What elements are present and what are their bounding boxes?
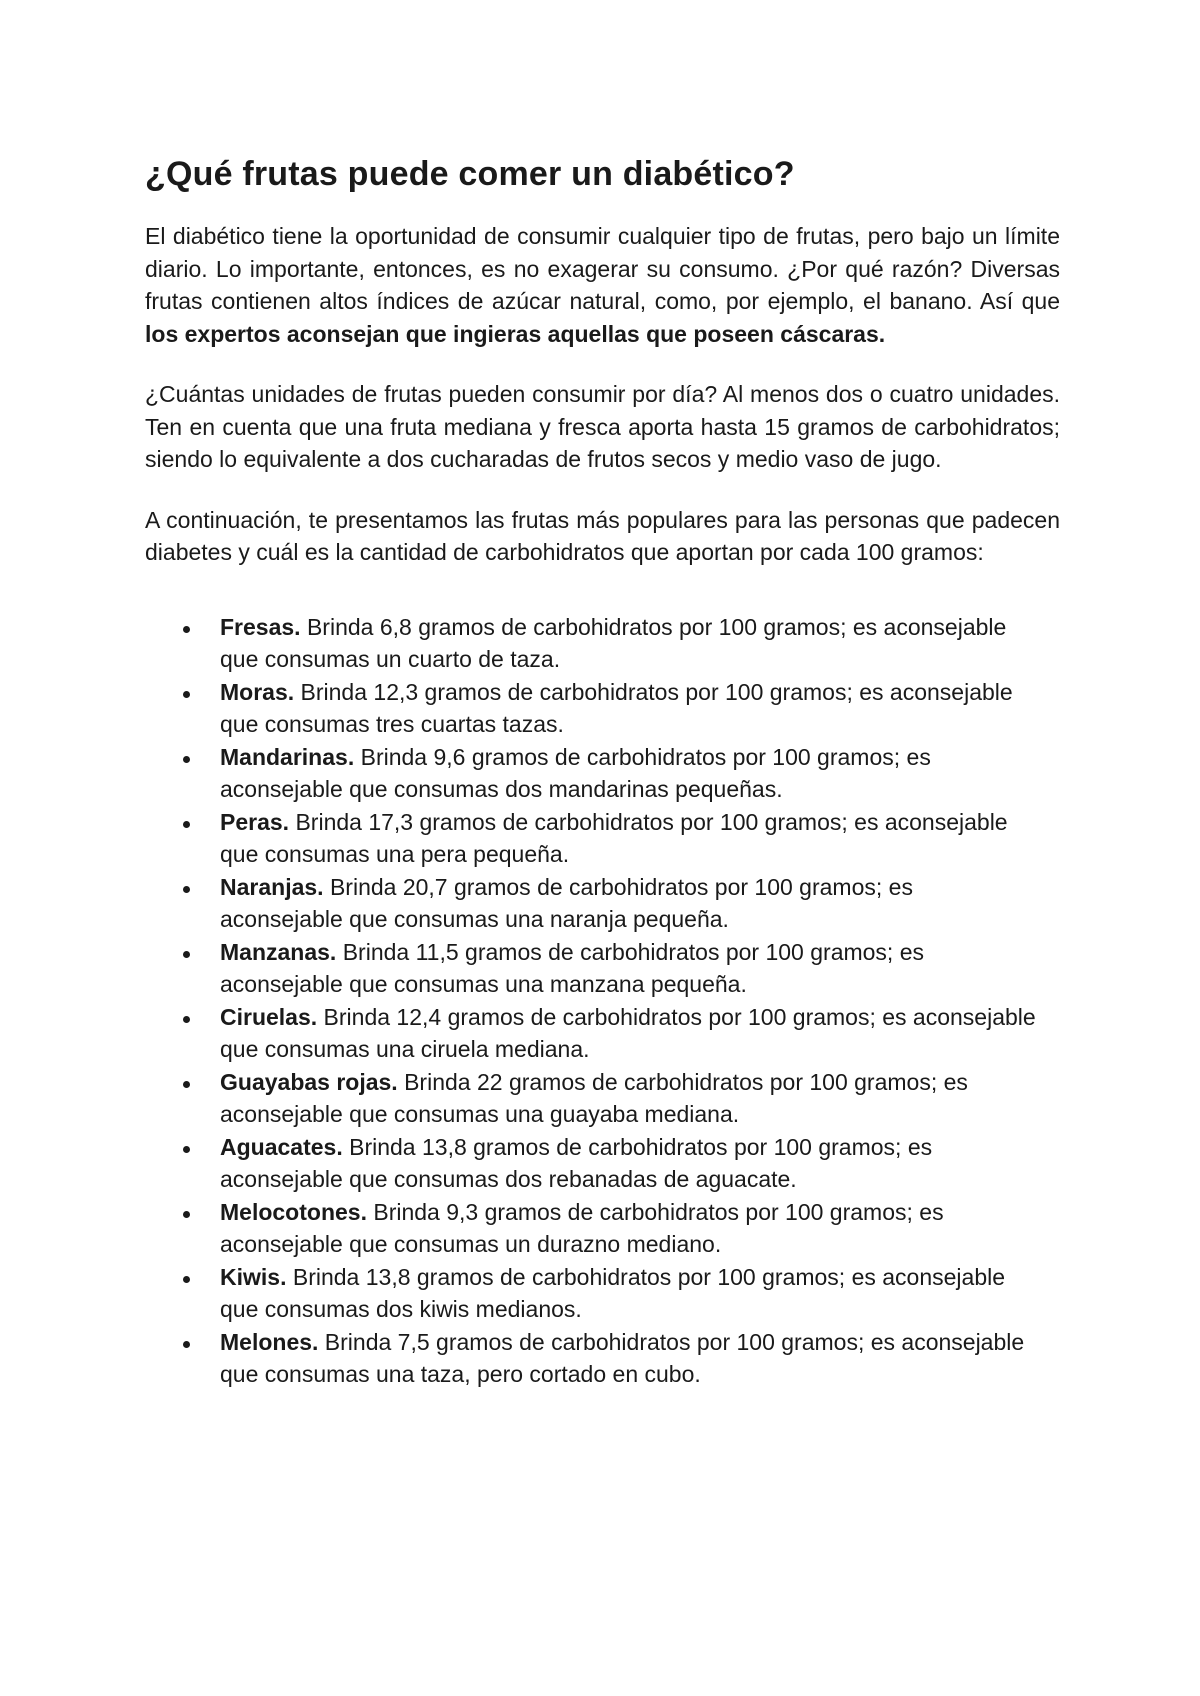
- fruit-description: Brinda 20,7 gramos de carbohidratos por 100 gramos; es aconsejable que consumas una naranja pequeña.: [220, 873, 913, 932]
- units-paragraph: ¿Cuántas unidades de frutas pueden consumir por día? Al menos dos o cuatro unidades. Ten en cuenta que una fruta mediana y fresca aporta hasta 15 gramos de carbohidratos; siendo lo equivalente a dos cucharadas de frutos secos y medio vaso de jugo.: [145, 381, 1060, 472]
- fruit-description: Brinda 12,4 gramos de carbohidratos por 100 gramos; es aconsejable que consumas una ciruela mediana.: [220, 1003, 1036, 1062]
- list-item: [145, 611, 1060, 676]
- list-intro-paragraph: A continuación, te presentamos las frutas más populares para las personas que padecen diabetes y cuál es la cantidad de carbohidratos que aportan por cada 100 gramos:: [145, 506, 1060, 565]
- fruit-description: Brinda 7,5 gramos de carbohidratos por 100 gramos; es aconsejable que consumas una taza, pero cortado en cubo.: [220, 1328, 1025, 1387]
- fruit-name: Moras.: [220, 678, 295, 705]
- page-title: ¿Qué frutas puede comer un diabético?: [145, 155, 795, 193]
- fruit-name: Kiwis.: [220, 1263, 287, 1290]
- fruit-description: Brinda 6,8 gramos de carbohidratos por 100 gramos; es aconsejable que consumas un cuarto de taza.: [220, 613, 1007, 672]
- fruit-name: Mandarinas.: [220, 743, 355, 770]
- bullet-icon: [183, 951, 190, 958]
- list-item: [145, 936, 1060, 1001]
- bullet-icon: [183, 1341, 190, 1348]
- bullet-icon: [183, 1146, 190, 1153]
- intro-text: El diabético tiene la oportunidad de consumir cualquier tipo de frutas, pero bajo un límite diario. Lo importante, entonces, es no exagerar su consumo. ¿Por qué razón? Diversas frutas contienen altos índices de azúcar natural, como, por ejemplo, el banano. Así que: [145, 223, 1060, 314]
- bullet-icon: [183, 821, 190, 828]
- fruit-name: Aguacates.: [220, 1133, 343, 1160]
- fruit-description: Brinda 9,6 gramos de carbohidratos por 100 gramos; es aconsejable que consumas dos mandarinas pequeñas.: [220, 743, 931, 802]
- intro-bold-text: los expertos aconsejan que ingieras aquellas que poseen cáscaras.: [145, 320, 886, 347]
- fruit-name: Melones.: [220, 1328, 319, 1355]
- list-item: [145, 1196, 1060, 1261]
- fruit-description: Brinda 13,8 gramos de carbohidratos por 100 gramos; es aconsejable que consumas dos rebanadas de aguacate.: [220, 1133, 933, 1192]
- fruit-name: Manzanas.: [220, 938, 337, 965]
- list-item: [145, 1131, 1060, 1196]
- fruit-description: Brinda 22 gramos de carbohidratos por 100 gramos; es aconsejable que consumas una guayaba mediana.: [220, 1068, 968, 1127]
- fruit-description: Brinda 17,3 gramos de carbohidratos por 100 gramos; es aconsejable que consumas una pera pequeña.: [220, 808, 1008, 867]
- fruit-name: Ciruelas.: [220, 1003, 318, 1030]
- list-item: [145, 1001, 1060, 1066]
- bullet-icon: [183, 756, 190, 763]
- bullet-icon: [183, 1081, 190, 1088]
- list-item: [145, 741, 1060, 806]
- fruit-description: Brinda 11,5 gramos de carbohidratos por 100 gramos; es aconsejable que consumas una manzana pequeña.: [220, 938, 925, 997]
- fruit-name: Peras.: [220, 808, 290, 835]
- intro-paragraph: [145, 220, 1060, 350]
- list-item: [145, 871, 1060, 936]
- bullet-icon: [183, 691, 190, 698]
- document-page: [145, 150, 1060, 1391]
- list-item: [145, 1326, 1060, 1391]
- fruit-name: Guayabas rojas.: [220, 1068, 398, 1095]
- fruit-name: Naranjas.: [220, 873, 324, 900]
- fruit-list: [145, 611, 1060, 1391]
- list-item: [145, 1261, 1060, 1326]
- bullet-icon: [183, 1276, 190, 1283]
- fruit-name: Fresas.: [220, 613, 301, 640]
- fruit-name: Melocotones.: [220, 1198, 367, 1225]
- fruit-description: Brinda 12,3 gramos de carbohidratos por 100 gramos; es aconsejable que consumas tres cuartas tazas.: [220, 678, 1013, 737]
- fruit-description: Brinda 9,3 gramos de carbohidratos por 100 gramos; es aconsejable que consumas un durazno mediano.: [220, 1198, 944, 1257]
- bullet-icon: [183, 1016, 190, 1023]
- bullet-icon: [183, 626, 190, 633]
- bullet-icon: [183, 1211, 190, 1218]
- bullet-icon: [183, 886, 190, 893]
- list-item: [145, 676, 1060, 741]
- fruit-description: Brinda 13,8 gramos de carbohidratos por 100 gramos; es aconsejable que consumas dos kiwis medianos.: [220, 1263, 1006, 1322]
- list-item: [145, 806, 1060, 871]
- list-item: [145, 1066, 1060, 1131]
